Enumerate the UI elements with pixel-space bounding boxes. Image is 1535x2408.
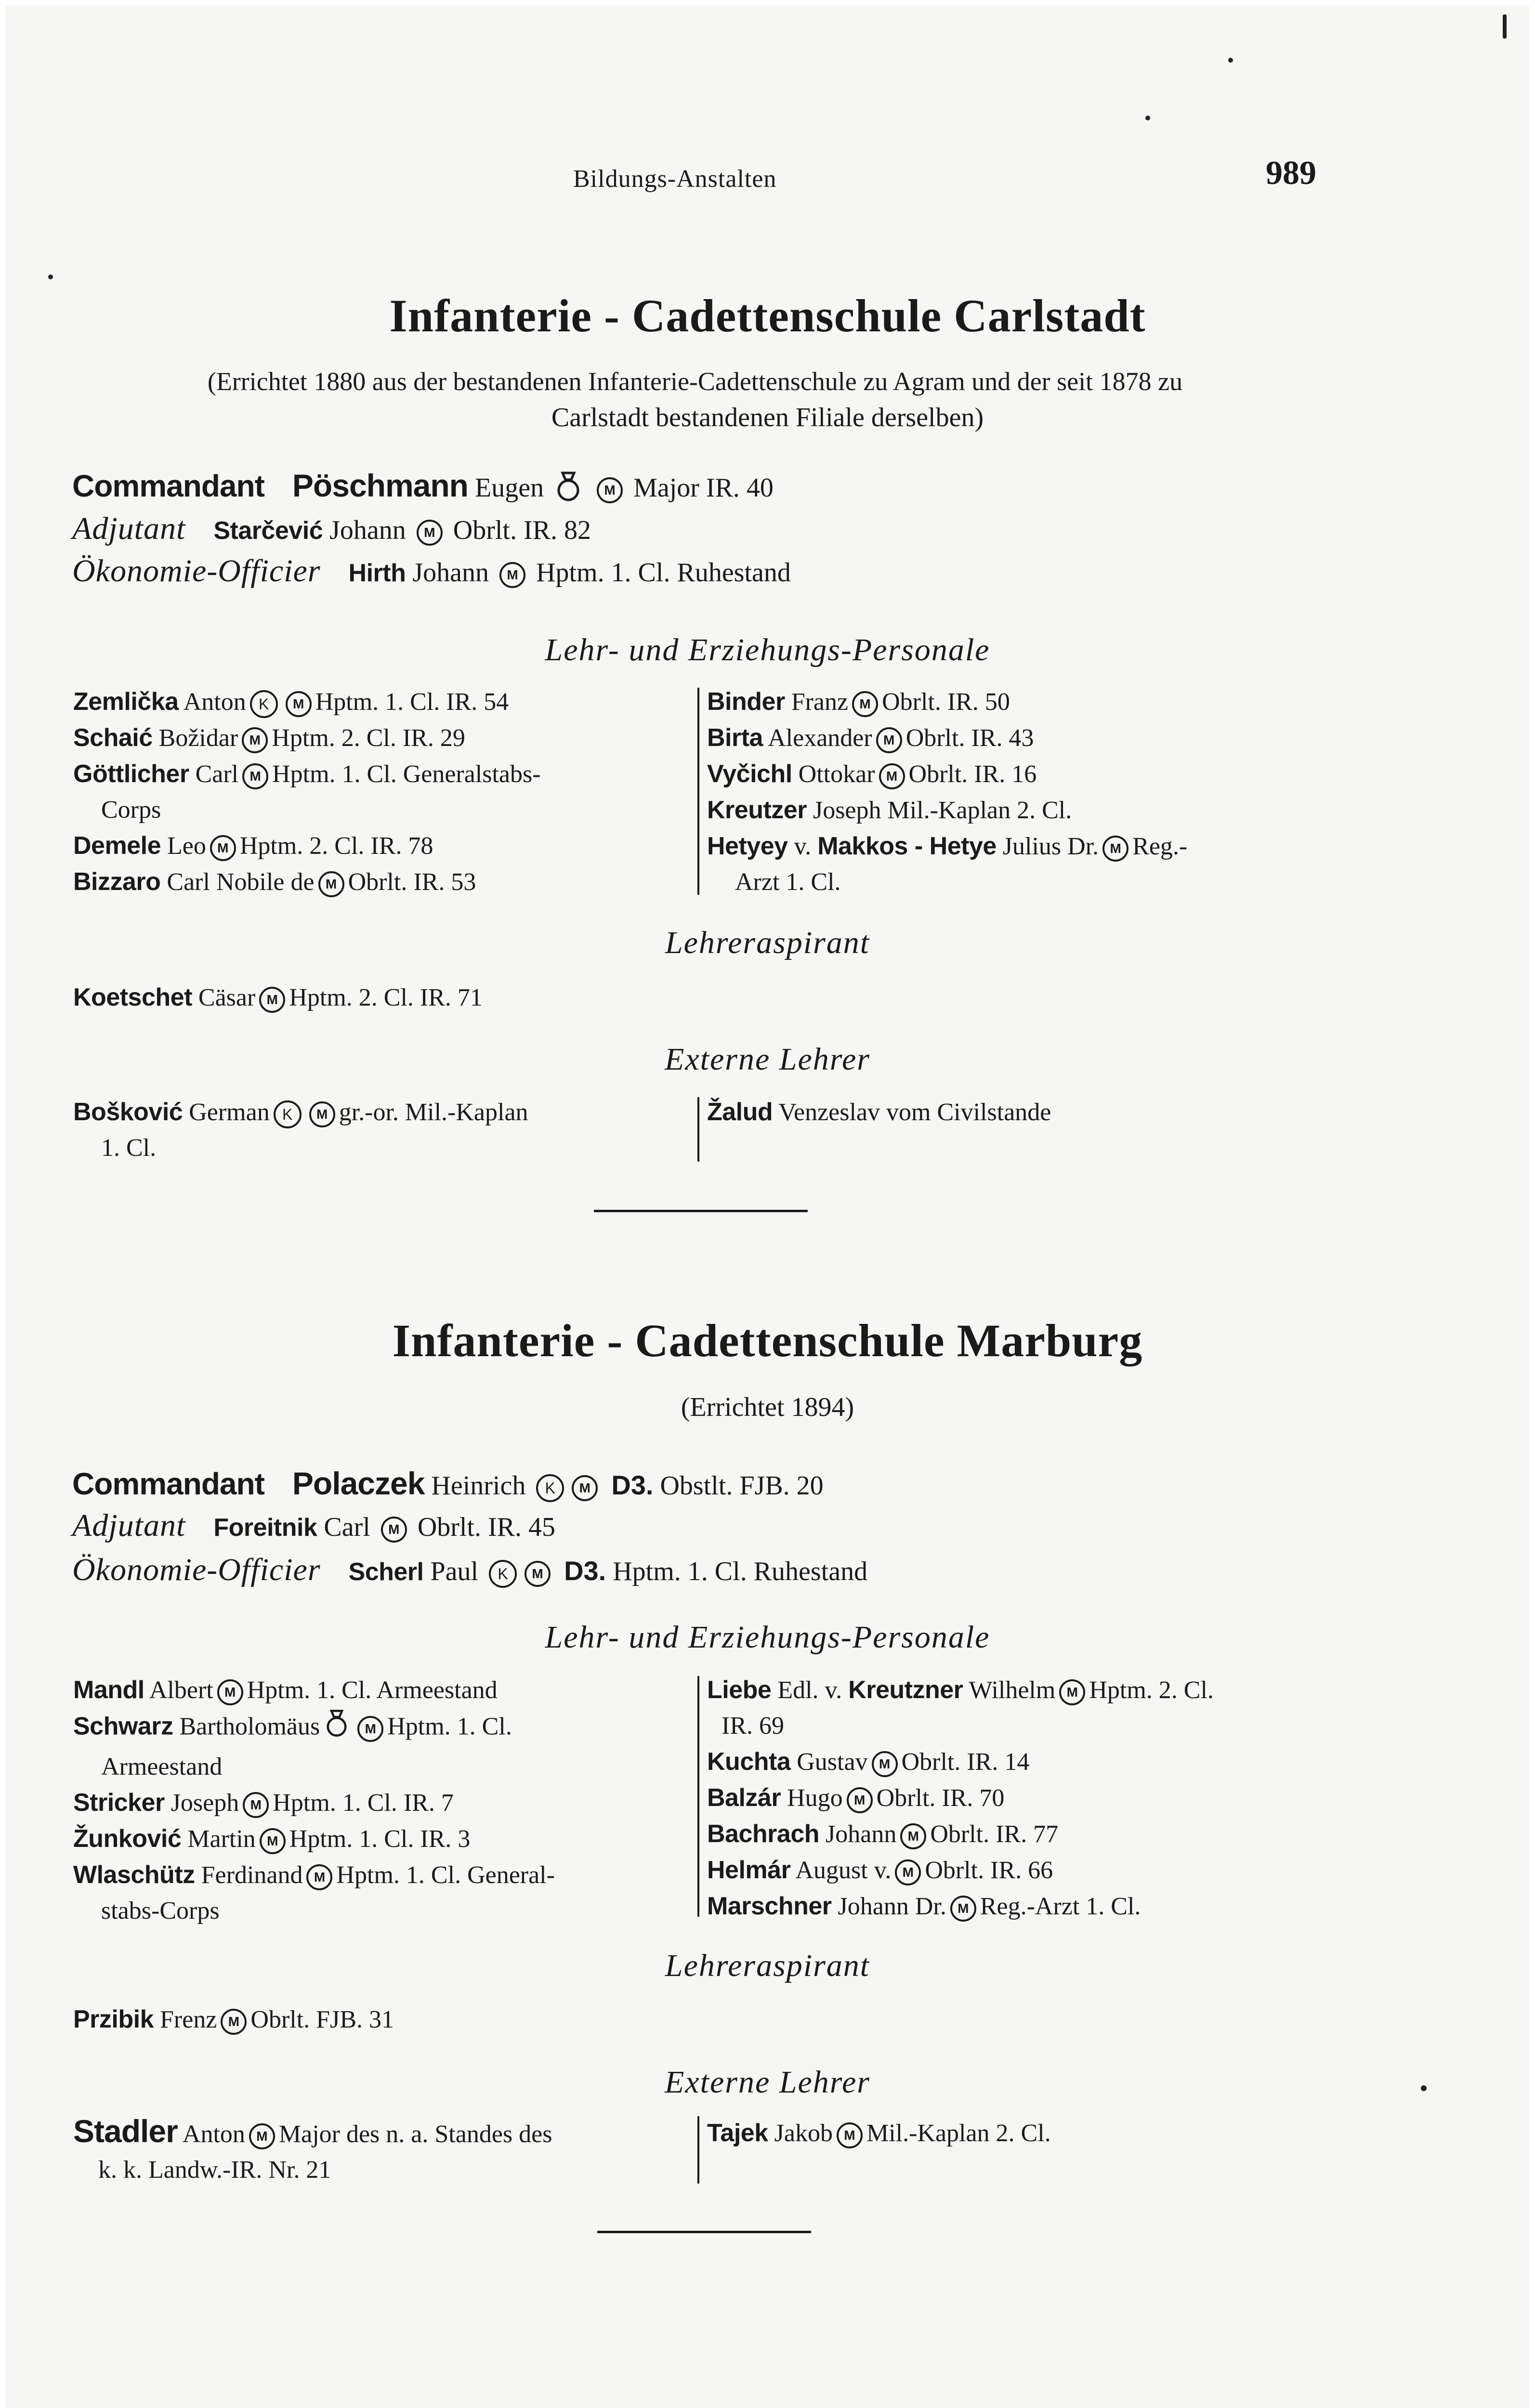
rank: Obrlt. IR. 16 [908, 760, 1037, 788]
surname: Mandl [73, 1676, 144, 1704]
rank: Hptm. 1. Cl. IR. 3 [289, 1825, 471, 1853]
surname: Marschner [707, 1892, 832, 1920]
given-name: Julius Dr. [1002, 833, 1099, 860]
given-name: Heinrich [431, 1471, 526, 1501]
rank: Reg.-Arzt 1. Cl. [980, 1893, 1141, 1920]
given-name: August v. [795, 1857, 892, 1884]
list-item [707, 1888, 1333, 1924]
rank: Hptm. 1. Cl. IR. 54 [315, 688, 509, 716]
economy-officer-row [72, 553, 791, 589]
commandant-row [72, 1465, 824, 1502]
rank: Obrlt. IR. 53 [348, 868, 476, 896]
rank: Hptm. 1. Cl. Ruhestand [536, 558, 791, 588]
given-name: Božidar [158, 724, 238, 752]
section-heading-external: Externe Lehrer [665, 1042, 870, 1077]
given-name: Carl [324, 1512, 370, 1542]
rank: gr.-or. Mil.-Kaplan [339, 1099, 528, 1126]
surname: Schaić [73, 724, 153, 752]
crown-badge: K [536, 1474, 564, 1502]
military-merit-badge: M [286, 691, 312, 717]
surname: Foreitnik [213, 1514, 317, 1542]
surname: Kreutzer [707, 796, 807, 824]
given-name: Joseph [813, 797, 881, 824]
column-divider [697, 2116, 699, 2184]
list-item [73, 1672, 690, 1708]
surname: Kreutzner [848, 1676, 963, 1704]
crown-badge: K [250, 690, 278, 718]
given-name: Johann [412, 558, 489, 588]
military-merit-badge: M [210, 835, 236, 861]
rank-continuation: Armeestand [101, 1753, 223, 1780]
given-name: Gustav [797, 1748, 868, 1776]
name-particle: v. [794, 833, 812, 860]
given-name: Frenz [160, 2006, 217, 2033]
section-heading-external: Externe Lehrer [665, 2065, 870, 2100]
rank: Reg.- [1132, 833, 1188, 860]
scan-speck [1145, 116, 1150, 120]
surname: Stadler [73, 2113, 178, 2149]
surname: Starčević [213, 517, 323, 545]
list-item [707, 792, 1333, 828]
section-heading-aspirant: Lehreraspirant [665, 925, 870, 960]
list-item [707, 828, 1333, 900]
surname: Binder [707, 688, 785, 716]
adjutant-row [72, 1507, 555, 1544]
surname: Balzár [707, 1784, 781, 1812]
surname: Bošković [73, 1098, 183, 1126]
list-item [73, 756, 690, 828]
list-item [73, 1094, 690, 1166]
column-divider [697, 1097, 699, 1162]
role-label: Ökonomie-Officier [72, 553, 321, 589]
list-item [707, 1744, 1333, 1780]
given-name: Anton [183, 688, 246, 716]
role-label: Ökonomie-Officier [72, 1552, 321, 1587]
decoration-mark: D3. [611, 1470, 654, 1500]
rank: Hptm. 2. Cl. [1089, 1676, 1214, 1704]
military-merit-badge: M [243, 1792, 269, 1818]
external-list-left [73, 1094, 690, 1166]
list-item [73, 1857, 690, 1929]
given-name: Carl [195, 760, 239, 788]
founded-note: (Errichtet 1894) [681, 1392, 854, 1422]
given-name: Ferdinand [201, 1861, 303, 1889]
surname: Przibik [73, 2005, 154, 2033]
founded-note-line2: Carlstadt bestandenen Filiale derselben) [551, 403, 984, 432]
crown-badge: K [489, 1560, 517, 1588]
surname: Hirth [348, 559, 406, 587]
order-cross-icon [325, 1708, 349, 1749]
rank-continuation: Arzt 1. Cl. [735, 868, 841, 896]
list-item [73, 828, 690, 864]
rank: vom Civilstande [886, 1099, 1051, 1126]
order-cross-icon [555, 470, 581, 510]
list-item [73, 1821, 690, 1857]
list-item [707, 2115, 1333, 2151]
list-item [73, 720, 690, 756]
surname: Tajek [707, 2119, 768, 2147]
surname: Wlaschütz [73, 1861, 195, 1889]
staff-list-left [73, 1672, 690, 1929]
surname: Demele [73, 832, 161, 860]
military-merit-badge: M [242, 727, 268, 753]
adjutant-row [72, 510, 591, 547]
surname: Polaczek [292, 1466, 425, 1501]
military-merit-badge: M [900, 1823, 926, 1849]
military-merit-badge: M [499, 562, 525, 588]
list-item [707, 684, 1333, 720]
rank: Hptm. 1. Cl. IR. 7 [273, 1789, 454, 1817]
given-name: German [189, 1099, 270, 1126]
founded-note-line1: (Errichtet 1880 aus der bestandenen Infanterie-Cadettenschule zu Agram und der seit 1878 zu [207, 367, 1183, 396]
surname: Schwarz [73, 1712, 173, 1741]
list-item [707, 720, 1333, 756]
military-merit-badge: M [872, 1751, 898, 1777]
rank: Hptm. 2. Cl. IR. 29 [272, 724, 465, 752]
column-divider [697, 688, 699, 895]
given-name: Johann [826, 1820, 897, 1848]
military-merit-badge: M [525, 1561, 551, 1587]
rank-continuation: 1. Cl. [101, 1134, 157, 1162]
given-name: Albert [149, 1676, 213, 1704]
given-name: Joseph [171, 1789, 239, 1817]
given-name: Johann Dr. [838, 1893, 946, 1920]
given-name: Eugen [475, 473, 544, 503]
column-divider [697, 1676, 699, 1917]
section-heading-staff: Lehr- und Erziehungs-Personale [545, 1620, 990, 1655]
rank: Mil.-Kaplan 2. Cl. [866, 2120, 1051, 2147]
given-name: Bartholomäus [179, 1713, 320, 1741]
military-merit-badge: M [306, 1864, 332, 1890]
military-merit-badge: M [242, 763, 268, 789]
given-name: Venzeslav [778, 1099, 880, 1126]
given-name: Anton [182, 2120, 245, 2148]
rank: Hptm. 2. Cl. IR. 78 [239, 832, 433, 860]
external-list-left [73, 2113, 690, 2188]
page-number: 989 [1266, 155, 1316, 192]
aspirant-entry [73, 2002, 796, 2038]
military-merit-badge: M [260, 1828, 286, 1854]
rank: Obstlt. FJB. 20 [660, 1471, 824, 1501]
military-merit-badge: M [318, 871, 344, 897]
surname: Pöschmann [292, 468, 468, 503]
military-merit-badge: M [249, 2123, 275, 2149]
given-name: Ottokar [798, 760, 875, 788]
military-merit-badge: M [572, 1475, 598, 1501]
military-merit-badge: M [1102, 836, 1128, 862]
military-merit-badge: M [950, 1896, 976, 1922]
school-title-carlstadt: Infanterie - Cadettenschule Carlstadt [389, 290, 1146, 341]
military-merit-badge: M [837, 2122, 863, 2148]
military-merit-badge: M [879, 763, 905, 789]
list-item [73, 684, 690, 720]
given-name: Cäsar [198, 984, 256, 1011]
rank-continuation: IR. 69 [722, 1712, 784, 1740]
surname: Makkos - Hetye [817, 832, 997, 860]
military-merit-badge: M [417, 520, 443, 546]
list-item [73, 980, 796, 1016]
rank: Obrlt. IR. 82 [453, 515, 591, 545]
list-item [73, 864, 690, 900]
surname: Liebe [707, 1676, 772, 1704]
list-item [707, 1780, 1333, 1816]
economy-officer-row [72, 1552, 867, 1588]
rank: Obrlt. IR. 70 [876, 1784, 1005, 1812]
staff-list-right [707, 684, 1333, 900]
name-particle: Edl. v. [777, 1676, 842, 1704]
list-item [707, 1816, 1333, 1852]
rank: Major IR. 40 [633, 473, 774, 503]
military-merit-badge: M [1059, 1679, 1085, 1705]
section-divider [594, 1210, 808, 1212]
given-name: Carl Nobile de [167, 868, 315, 896]
rank: Obrlt. IR. 45 [417, 1512, 556, 1542]
rank: Obrlt. IR. 66 [925, 1857, 1053, 1884]
section-divider [597, 2231, 811, 2233]
role-label: Adjutant [72, 511, 186, 546]
surname: Scherl [348, 1558, 424, 1586]
rank: Mil.-Kaplan 2. Cl. [887, 797, 1072, 824]
military-merit-badge: M [259, 987, 285, 1013]
rank-continuation: k. k. Landw.-IR. Nr. 21 [98, 2156, 331, 2184]
given-name: Hugo [787, 1784, 843, 1812]
scan-speck [1503, 14, 1507, 39]
rank-continuation: Corps [101, 796, 161, 824]
military-merit-badge: M [876, 727, 902, 753]
rank: Obrlt. IR. 14 [901, 1748, 1030, 1776]
commandant-row [72, 467, 774, 510]
list-item [73, 1785, 690, 1821]
rank: Obrlt. IR. 43 [905, 724, 1034, 752]
school-title-marburg: Infanterie - Cadettenschule Marburg [392, 1315, 1143, 1366]
military-merit-badge: M [847, 1787, 873, 1813]
military-merit-badge: M [357, 1716, 383, 1742]
surname: Hetyey [707, 832, 788, 860]
rank: Hptm. 2. Cl. IR. 71 [289, 984, 483, 1011]
rank: Obrlt. FJB. 31 [250, 2006, 394, 2033]
given-name: Martin [187, 1825, 256, 1853]
section-heading-staff: Lehr- und Erziehungs-Personale [545, 632, 990, 667]
scan-speck [48, 275, 53, 279]
surname: Göttlicher [73, 760, 189, 788]
rank: Obrlt. IR. 50 [882, 688, 1010, 716]
role-label: Adjutant [72, 1508, 186, 1543]
surname: Bachrach [707, 1820, 819, 1848]
rank: Obrlt. IR. 77 [930, 1820, 1059, 1848]
military-merit-badge: M [597, 477, 623, 503]
section-heading-aspirant: Lehreraspirant [665, 1948, 870, 1983]
given-name: Jakob [774, 2120, 833, 2147]
surname: Koetschet [73, 983, 192, 1011]
list-item [73, 2002, 796, 2038]
given-name: Johann [329, 515, 406, 545]
given-name: Franz [791, 688, 849, 716]
given-name: Alexander [768, 724, 872, 752]
military-merit-badge: M [309, 1101, 335, 1127]
surname: Žalud [707, 1098, 773, 1126]
external-list-right [707, 2115, 1333, 2151]
list-item [707, 1094, 1333, 1130]
list-item [73, 1708, 690, 1785]
rank: Hptm. 1. Cl. General- [336, 1861, 555, 1889]
rank: Hptm. 1. Cl. Ruhestand [613, 1557, 868, 1586]
crown-badge: K [274, 1100, 302, 1128]
military-merit-badge: M [221, 2009, 247, 2035]
military-merit-badge: M [895, 1859, 921, 1885]
list-item [707, 1672, 1333, 1744]
rank-continuation: stabs-Corps [101, 1897, 220, 1924]
role-label: Commandant [72, 1466, 264, 1501]
surname: Birta [707, 724, 763, 752]
staff-list-left [73, 684, 690, 900]
given-name: Leo [167, 832, 206, 860]
surname: Kuchta [707, 1748, 791, 1776]
rank: Hptm. 1. Cl. [387, 1713, 512, 1741]
surname: Žunković [73, 1825, 182, 1853]
scan-speck [1228, 58, 1233, 63]
rank: Hptm. 1. Cl. Armeestand [247, 1676, 498, 1704]
military-merit-badge: M [852, 691, 878, 717]
given-name: Paul [430, 1557, 479, 1586]
surname: Vyčichl [707, 760, 792, 788]
surname: Helmár [707, 1856, 791, 1884]
rank: Hptm. 1. Cl. Generalstabs- [272, 760, 541, 788]
list-item [707, 756, 1333, 792]
surname: Zemlička [73, 688, 179, 716]
military-merit-badge: M [217, 1679, 243, 1705]
list-item [73, 2113, 690, 2188]
surname: Stricker [73, 1789, 165, 1817]
staff-list-right [707, 1672, 1333, 1924]
role-label: Commandant [72, 469, 264, 503]
military-merit-badge: M [381, 1517, 407, 1543]
external-list-right [707, 1094, 1333, 1130]
given-name: Wilhelm [969, 1676, 1056, 1704]
rank: Major des n. a. Standes des [278, 2120, 552, 2148]
list-item [707, 1852, 1333, 1888]
decoration-mark: D3. [564, 1556, 606, 1586]
aspirant-entry [73, 980, 796, 1016]
surname: Bizzaro [73, 868, 161, 896]
running-header: Bildungs-Anstalten [573, 165, 777, 193]
